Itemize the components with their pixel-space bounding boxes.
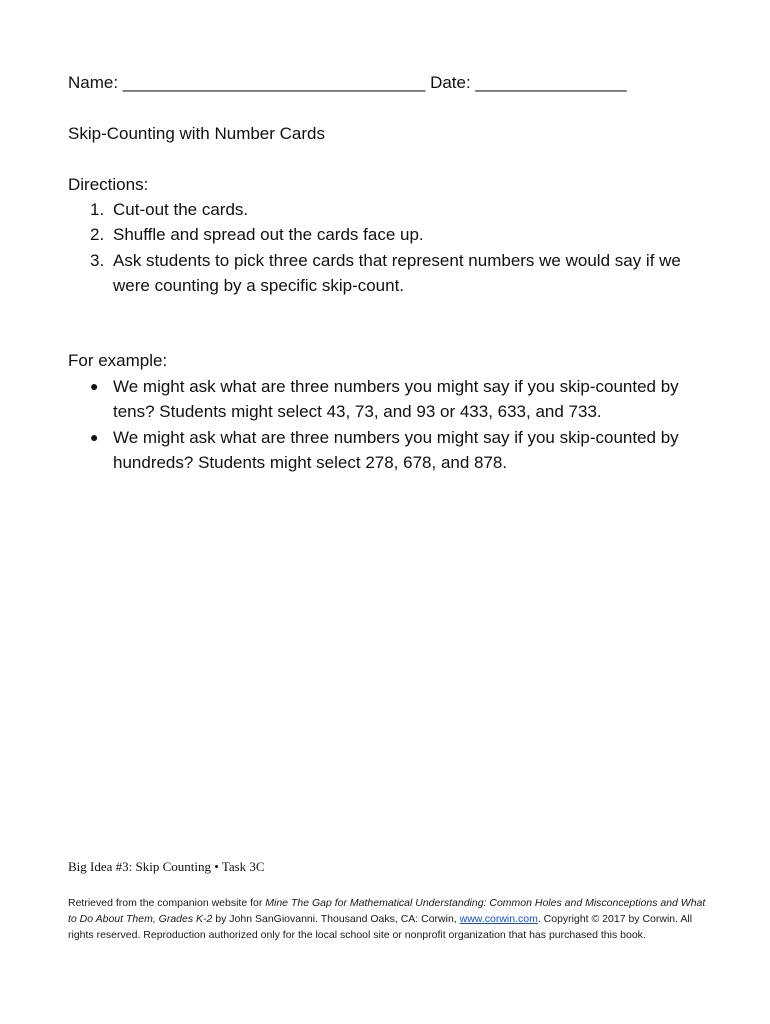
directions-item-number: 1. [90,200,105,219]
corwin-link[interactable]: www.corwin.com [459,913,538,925]
book-title: Mine The Gap for Mathematical Understanding: Common Holes and Misconceptions and What to Do About Them, Grades K-2 [68,897,706,925]
example-item [90,374,710,425]
directions-item-text: Cut-out the cards. [113,200,249,219]
example-heading: For example: [68,351,168,370]
page-title: Skip-Counting with Number Cards [68,124,325,143]
example-list [90,374,710,476]
example-item-text: We might ask what are three numbers you might say if you skip-counted by tens? Students might select 43, 73, and 93 or 433, 633, and 733. [113,377,679,422]
directions-item [90,197,710,222]
directions-heading: Directions: [68,175,149,194]
example-item [90,425,710,476]
task-label: Big Idea #3: Skip Counting • Task 3C [68,859,265,874]
bullet-icon: ● [90,428,99,445]
directions-item [90,222,710,247]
example-item-text: We might ask what are three numbers you might say if you skip-counted by hundreds? Students might select 278, 678, and 878. [113,427,679,473]
copyright-notice [68,895,713,943]
directions-item-number: 2. [90,225,105,245]
credit-middle: by John SanGiovanni. Thousand Oaks, CA: Corwin, [212,913,460,925]
credit-prefix: Retrieved from the companion website for [68,897,266,909]
credit-suffix: . Copyright © 2017 by Corwin. All rights reserved. Reproduction authorized only for the local school site or nonprofit organization that has purchased this book. [68,913,693,941]
bullet-icon: ● [90,378,99,394]
directions-item-text: Shuffle and spread out the cards face up. [113,225,424,245]
directions-item [90,248,710,299]
directions-list [90,197,710,298]
name-date-line: Name: ________________________________ Date: ________________ [68,73,627,92]
directions-item-number: 3. [90,250,105,270]
directions-item-text: Ask students to pick three cards that represent numbers we would say if we were counting by a specific skip-count. [113,250,681,295]
